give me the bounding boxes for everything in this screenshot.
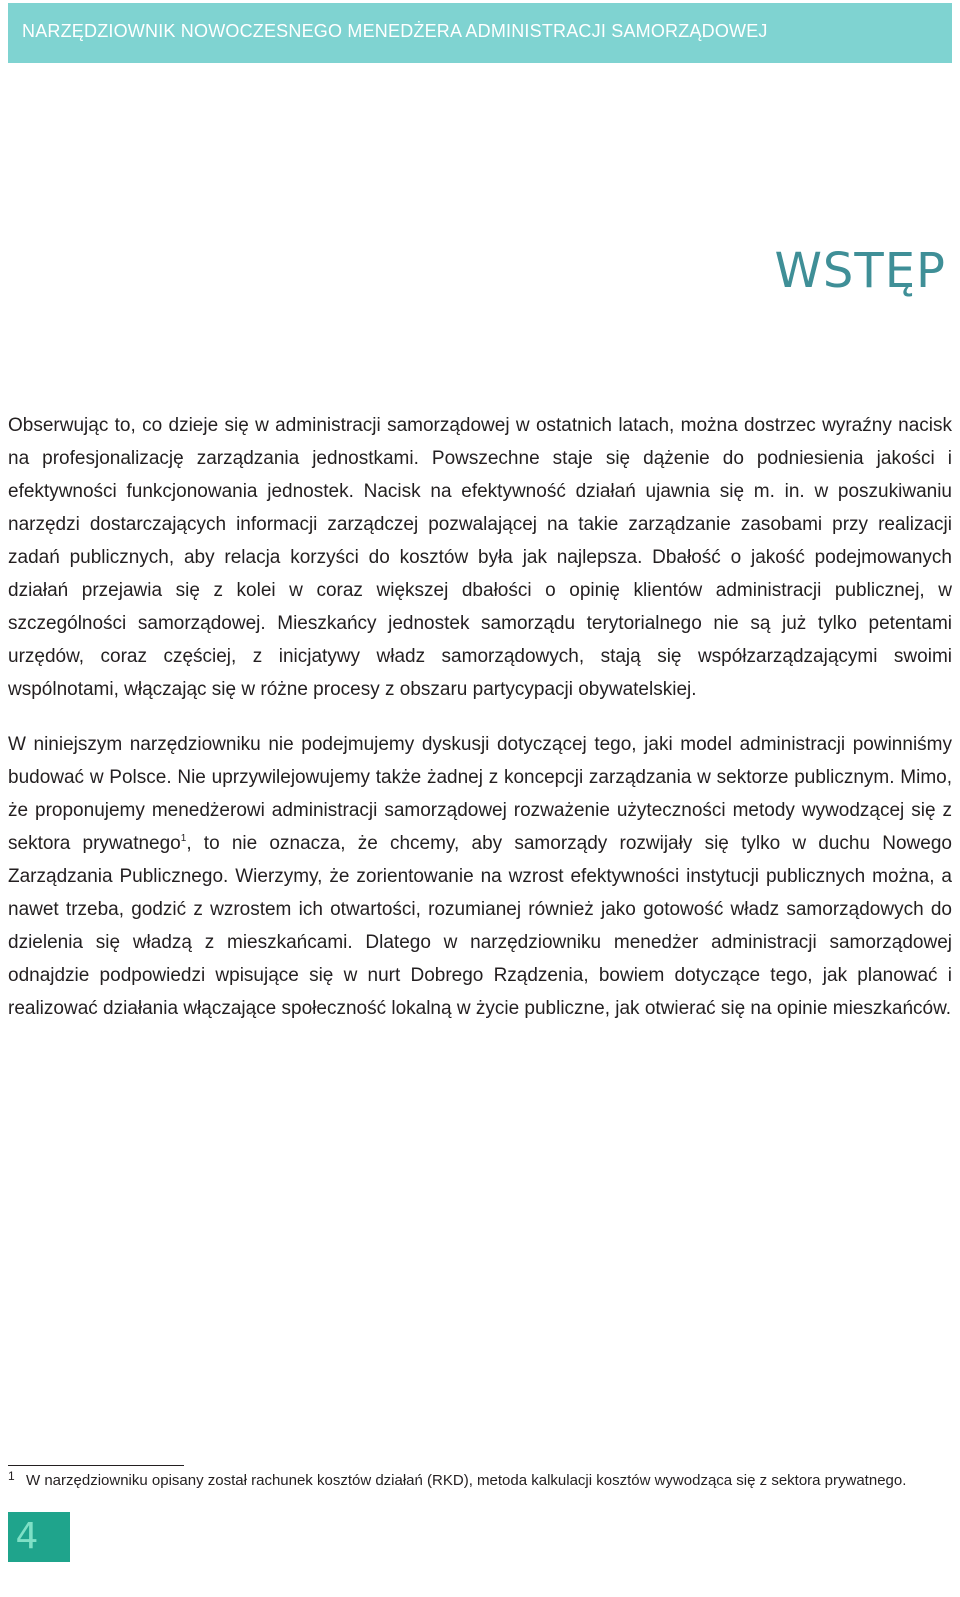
paragraph-part: W niniejszym narzędziowniku nie podejmujemy dyskusji dotyczącej tego, jaki model administracji powinniśmy budować w Polsce. Nie uprzywilejowujemy także żadnej z koncepcji zarządzania w sektorze publicznym. Mimo, że proponujemy menedżerowi administracji samorządowej rozważenie użyteczności metody wywodzącej się z sektora prywatnego [8,734,952,854]
paragraph-part: , to nie oznacza, że chcemy, aby samorządy rozwijały się tylko w duchu Nowego Zarządzania Publicznego. Wierzymy, że zorientowanie na wzrost efektywności instytucji publicznych można, a nawet trzeba, godzić z wzrostem ich otwartości, rozumianej również jako gotowość władz samorządowych do dzielenia się władzą z mieszkańcami. Dlatego w narzędziowniku menedżer administracji samorządowej odnajdzie podpowiedzi wpisujące się w nurt Dobrego Rządzenia, bowiem dotyczące tego, jak planować i realizować działania włączające społeczność lokalną w życie publiczne, jak otwierać się na opinie mieszkańców. [8,833,952,1019]
page-number-box [8,1512,70,1562]
footnote-divider [8,1465,184,1466]
body-text [8,409,952,1025]
paragraph: Obserwując to, co dzieje się w administracji samorządowej w ostatnich latach, można dostrzec wyraźny nacisk na profesjonalizację zarządzania jednostkami. Powszechne staje się dążenie do podniesienia jakości i efektywności funkcjonowania jednostek. Nacisk na efektywność działań ujawnia się m. in. w poszukiwaniu narzędzi dostarczających informacji zarządczej pozwalającej na takie zarządzanie zasobami przy realizacji zadań publicznych, aby relacja korzyści do kosztów była jak najlepsza. Dbałość o jakość podejmowanych działań przejawia się z kolei w coraz większej dbałości o opinię klientów administracji publicznej, w szczególności samorządowej. Mieszkańcy jednostek samorządu terytorialnego nie są już tylko petentami urzędów, coraz częściej, z inicjatywy władz samorządowych, stają się współzarządzającymi swoimi wspólnotami, włączając się w różne procesy z obszaru partycypacji obywatelskiej. [8,415,952,700]
chapter-title: WSTĘP [774,243,946,299]
footnote-text: W narzędziowniku opisany został rachunek kosztów działań (RKD), metoda kalkulacji kosztów wywodząca się z sektora prywatnego. [26,1472,907,1489]
footnote: 1 W narzędziowniku opisany został rachunek kosztów działań (RKD), metoda kalkulacji kosztów wywodząca się z sektora prywatnego. [8,1469,907,1489]
running-header [8,3,952,63]
paragraph [8,728,952,1025]
running-header-title: NARZĘDZIOWNIK NOWOCZESNEGO MENEDŻERA ADMINISTRACJI SAMORZĄDOWEJ [22,21,768,41]
footnote-reference: 1 [180,833,187,844]
page-number: 4 [15,1516,39,1557]
